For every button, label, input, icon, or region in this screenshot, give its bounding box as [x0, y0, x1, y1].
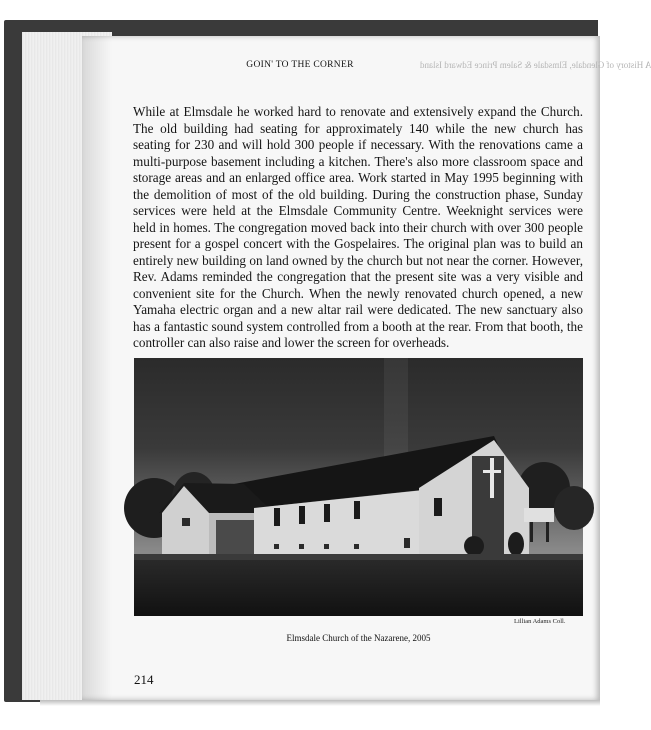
page-number: 214 [134, 672, 154, 687]
photo-caption: Elmsdale Church of the Nazarene, 2005 [286, 633, 431, 643]
church-photo [134, 358, 583, 616]
page-bottom-shadow [40, 700, 600, 706]
running-head: GOIN' TO THE CORNER [246, 60, 354, 70]
bleed-through-header: A History of Glendale, Elmsdale & Salem Prince Edward Island [420, 60, 651, 70]
gutter-shadow [82, 36, 112, 700]
photo-credit: Lillian Adams Coll. [514, 618, 566, 625]
body-paragraph: While at Elmsdale he worked hard to renovate and extensively expand the Church. The old building had seating for approximately 140 while the new church has seating for 230 and will hold 300 people if necessary. With the renovations came a multi-purpose basement including a kitchen. There's also more classroom space and storage areas and an enlarged office area. Work started in May 1995 beginning with the demolition of most of the old building. During the construction phase, Sunday services were held at the Elmsdale Community Centre. Weeknight services were held in homes. The congregation moved back into their church with over 300 people present for a gospel concert with the Gospelaires. The original plan was to build an entirely new building on land owned by the church but not near the corner. However, Rev. Adams reminded the congregation that the present site was a very visible and convenient site for the Church. When the newly renovated church opened, a new Yamaha electric organ and a new altar rail were dedicated. The new sanctuary also has a fantastic sound system controlled from a booth at the rear. From that booth, the controller can also raise and lower the screen for overheads. [133, 104, 583, 350]
